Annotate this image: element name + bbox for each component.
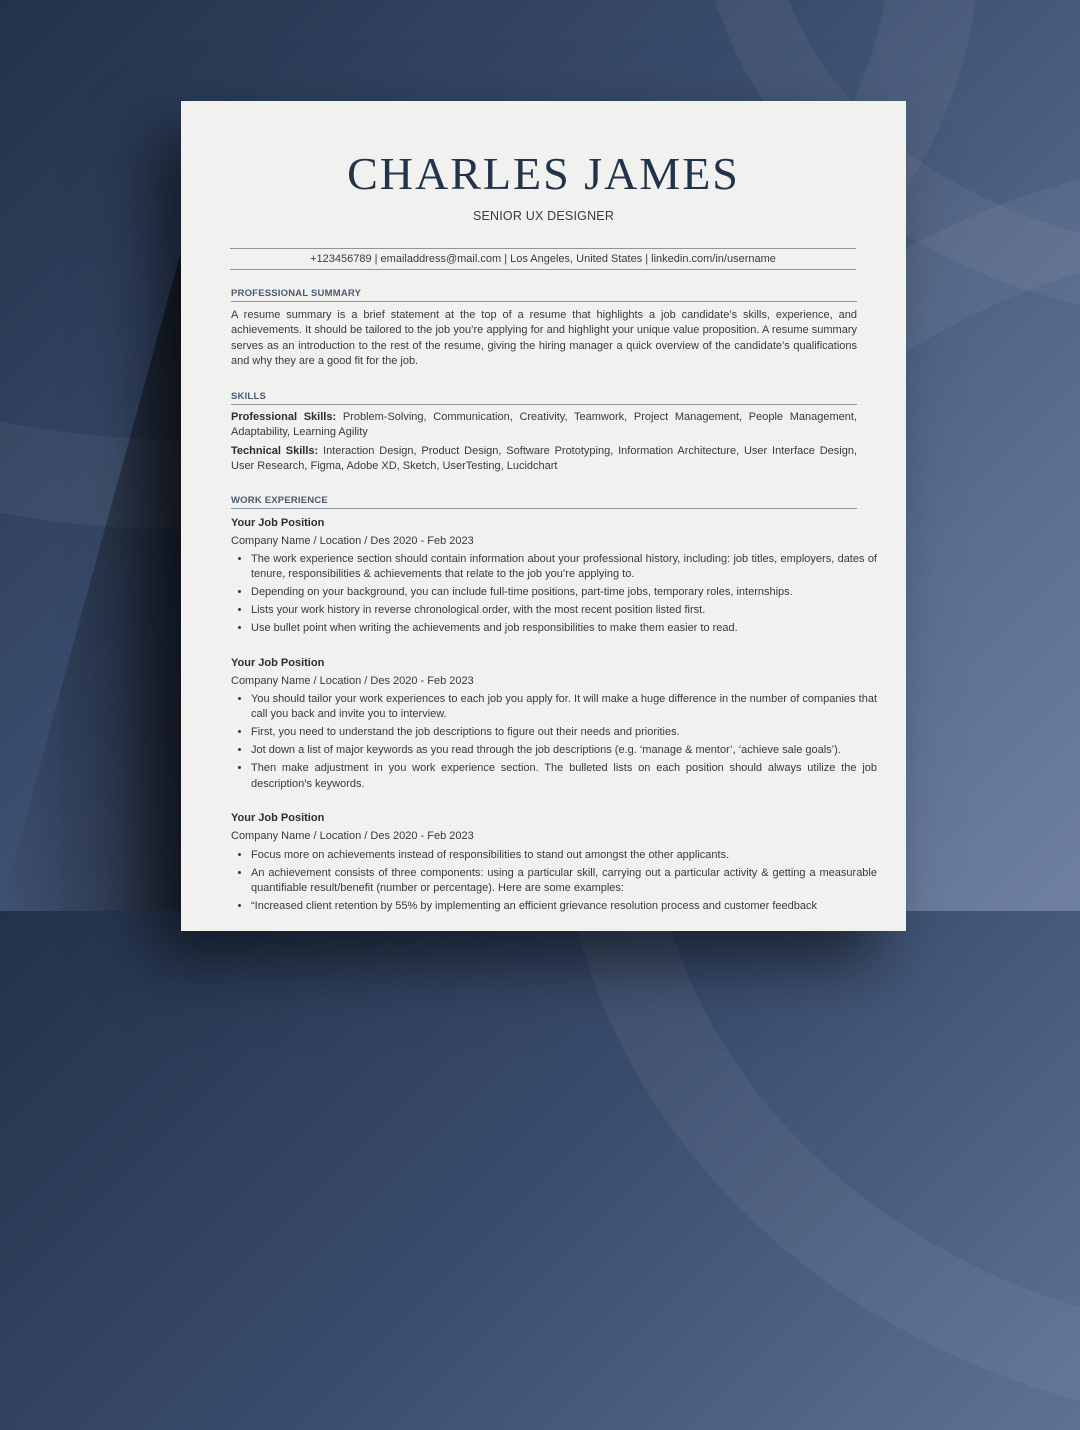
job-position: Your Job Position	[231, 657, 325, 669]
list-item: • Jot down a list of major keywords as you read through the job descriptions (e.g. ‘manage & mentor’, ‘achieve sale goals’).	[251, 743, 877, 758]
candidate-name: CHARLES JAMES	[347, 148, 740, 199]
list-item: • Focus more on achievements instead of responsibilities to stand out amongst the other applicants.	[251, 848, 877, 863]
professional-skills	[231, 410, 857, 441]
job-bullets	[231, 692, 877, 795]
list-item: • Use bullet point when writing the achievements and job responsibilities to make them easier to read.	[251, 621, 877, 636]
section-title-experience: WORK EXPERIENCE	[231, 495, 857, 509]
technical-skills	[231, 444, 857, 475]
job-position: Your Job Position	[231, 812, 325, 824]
list-item: • Depending on your background, you can include full-time positions, part-time jobs, temporary roles, internships.	[251, 585, 877, 600]
contact-line: +123456789 | emailaddress@mail.com | Los Angeles, United States | linkedin.com/in/username	[230, 248, 856, 270]
summary-text: A resume summary is a brief statement at the top of a resume that highlights a job candidate’s skills, experience, and achievements. It should be tailored to the job you’re applying for and highlight your unique value proposition. A resume summary serves as an introduction to the rest of the resume, giving the hiring manager a quick overview of the candidate’s qualifications and why they are a good fit for the job.	[231, 309, 857, 367]
list-item: • An achievement consists of three components: using a particular skill, carrying out a particular activity & getting a measurable quantifiable result/benefit (number or percentage). Here are some examples:	[251, 866, 877, 897]
section-title-summary: PROFESSIONAL SUMMARY	[231, 288, 857, 302]
list-item: • “Increased client retention by 55% by implementing an efficient grievance resolution process and customer feedback	[251, 899, 877, 914]
job-bullets	[231, 848, 877, 917]
job-title-subtitle: SENIOR UX DESIGNER	[472, 209, 615, 223]
technical-skills-list: Interaction Design, Product Design, Software Prototyping, Information Architecture, User Interface Design, User Research, Figma, Adobe XD, Sketch, UserTesting, Lucidchart	[231, 445, 858, 473]
professional-skills-label: Professional Skills:	[231, 411, 337, 423]
list-item: • You should tailor your work experiences to each job you apply for. It will make a huge difference in the number of companies that call you back and invite you to interview.	[251, 692, 877, 723]
job-company: Company Name / Location / Des 2020 - Feb 2023	[231, 675, 474, 687]
job-company: Company Name / Location / Des 2020 - Feb 2023	[231, 535, 474, 547]
job-position: Your Job Position	[231, 517, 325, 529]
list-item: • Lists your work history in reverse chronological order, with the most recent position listed first.	[251, 603, 877, 618]
job-bullets	[231, 552, 877, 639]
list-item: • Then make adjustment in you work experience section. The bulleted lists on each position should always utilize the job description’s keywords.	[251, 761, 877, 792]
job-company: Company Name / Location / Des 2020 - Feb 2023	[231, 830, 474, 842]
list-item: • The work experience section should contain information about your professional history, including: job titles, employers, dates of tenure, responsibilities & achievements that relate to the job you’re applying to.	[251, 552, 877, 583]
resume-page	[181, 101, 906, 931]
section-title-skills: SKILLS	[231, 391, 857, 405]
list-item: • First, you need to understand the job descriptions to figure out their needs and priorities.	[251, 725, 877, 740]
professional-skills-list: Problem-Solving, Communication, Creativity, Teamwork, Project Management, People Management, Adaptability, Learning Agility	[231, 411, 858, 439]
technical-skills-label: Technical Skills:	[231, 445, 319, 457]
